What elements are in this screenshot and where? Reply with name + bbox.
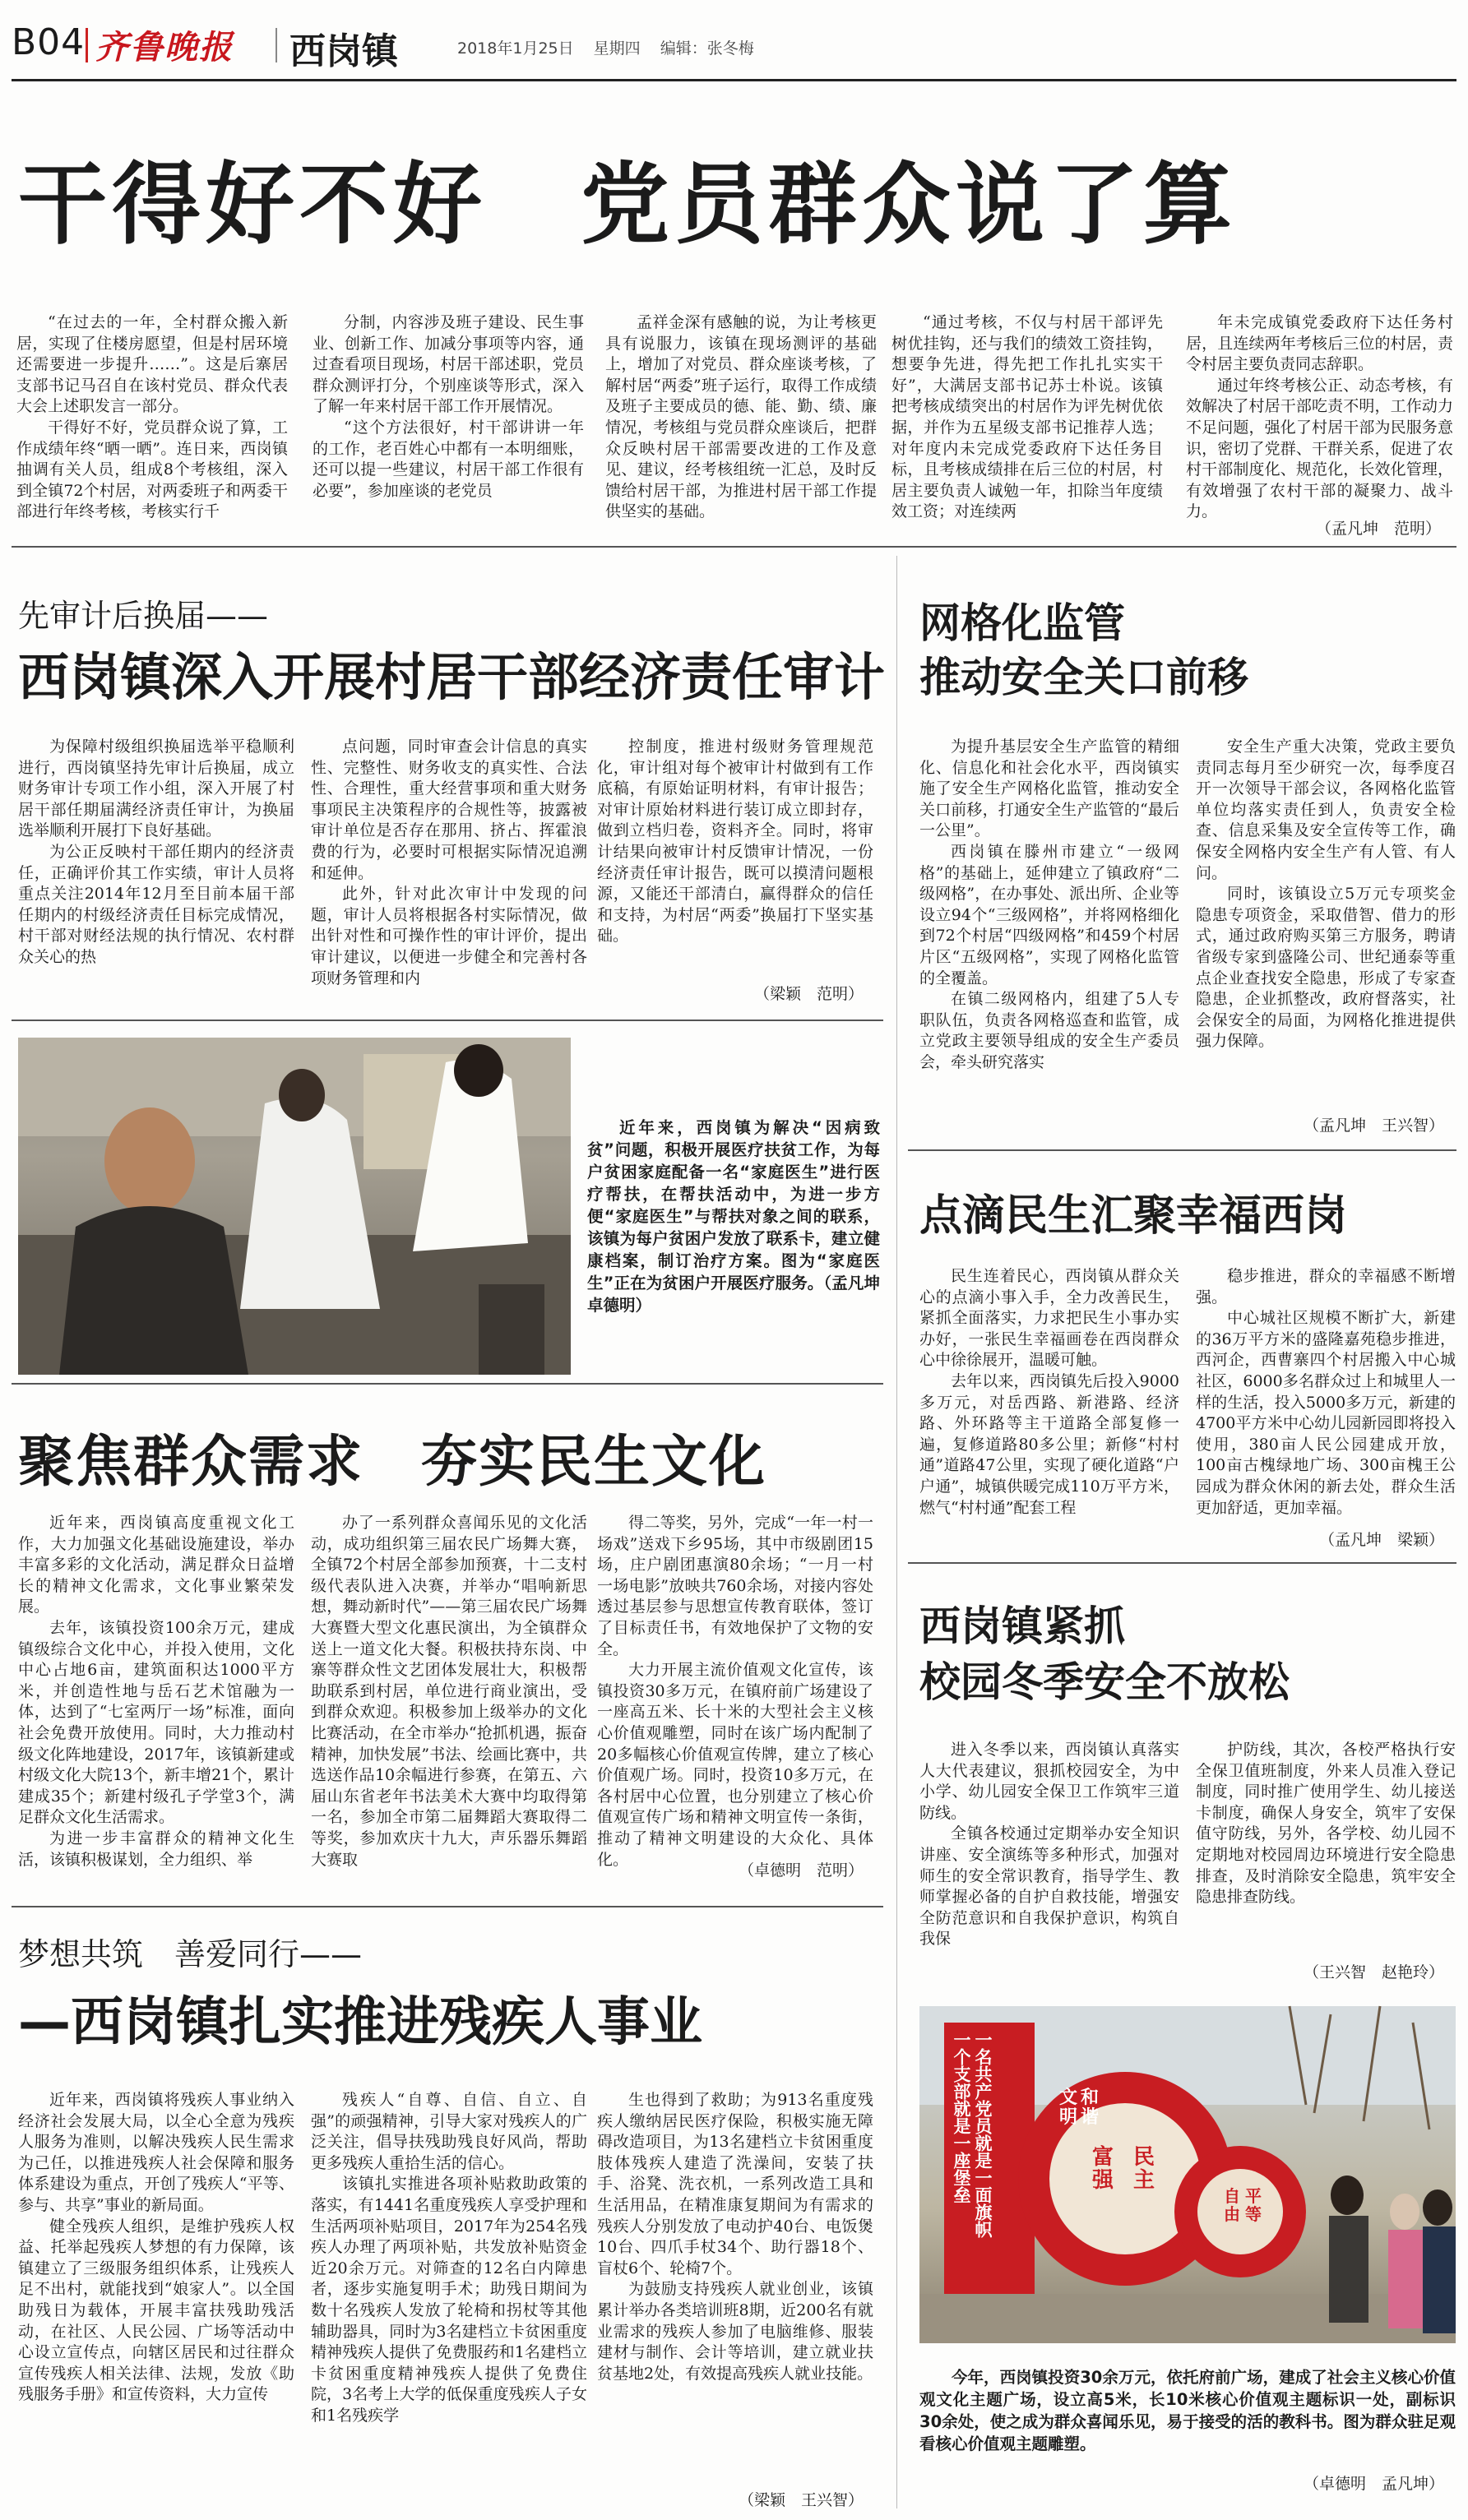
grid-headline-2: 推动安全关口前移	[919, 654, 1248, 701]
weekday-text: 星期四	[593, 39, 641, 58]
square-sign-text-2: 一个支部就是一座堡垒	[952, 2031, 972, 2203]
paragraph: 全镇各校通过定期举办安全知识讲座、安全演练等多种形式，加强对师生的安全常识教育，指导学生、教师掌握必备的自护自救技能，增强安全防范意识和自我保护意识，构筑自我保	[919, 1824, 1179, 1949]
paragraph: 通过年终考核公正、动态考核，有效解决了村居干部吃责不明，工作动力不足问题，强化了村居干部为民服务意识，密切了党群、干群关系，促进了农村干部制度化、规范化，长效化管理，有效增强了农村干部的凝聚力、战斗力。	[1186, 376, 1453, 521]
audit-col-3	[597, 737, 873, 975]
square-photo-illustration	[919, 2006, 1456, 2343]
paragraph: 去年，该镇投资100余万元，建成镇级综合文化中心，并投入使用，文化中心占地6亩，建筑面积达1000平方米，并创造性地与岳石艺术馆融为一体，达到了“七室两厅一场”标准，面向社会免费开放使用。同时，大力推动村级文化阵地建设，2017年，该镇新建或村级文化大院13个，新丰增21个，累计建成35个；新建村级孔子学堂3个，满足群众文化生活需求。	[18, 1618, 294, 1827]
paragraph: 同时，该镇设立5万元专项奖金隐患专项资金，采取借智、借力的形式，通过政府购买第三方服务，聘请省级专家到盛隆公司、世纪通泰等重点企业查找安全隐患，形成了专家查隐患，企业抓整改，政府督落实，社会保安全的局面，为网格化推进提供强力保障。	[1196, 885, 1456, 1051]
lead-col-5	[1186, 312, 1453, 521]
disabled-byline: （梁颖 王兴智）	[738, 2491, 864, 2509]
square-photo	[919, 2006, 1456, 2343]
disabled-headline-text: 西岗镇扎实推进残疾人事业	[71, 1992, 702, 2053]
paragraph: 为提升基层安全生产监管的精细化、信息化和社会化水平，西岗镇实施了安全生产网格化监管，推动安全关口前移，打通安全生产监管的“最后一公里”。	[919, 738, 1179, 840]
paper-logo: 齐鲁晚报	[95, 28, 234, 67]
paragraph: 护防线，其次，各校严格执行安全保卫值班制度，外来人员准入登记制度，同时推广使用学生、幼儿接送卡制度，确保人身安全，筑牢了安保值守防线，另外，各学校、幼儿园不定期地对校园周边环境进行安全隐患排查，及时消除安全隐患，筑牢安全隐患排查防线。	[1196, 1741, 1456, 1907]
audit-col-1	[18, 737, 294, 998]
paragraph: “在过去的一年，全村群众搬入新居，实现了住楼房愿望，但是村居环境还需要进一步提升……”。这是后寨居支部书记马召自在该村党员、群众代表大会上述职发言一部分。	[16, 313, 288, 416]
masthead-divider-2	[276, 28, 277, 62]
square-arch-word-1: 富强	[1092, 2145, 1114, 2193]
culture-headline: 聚焦群众需求 夯实民生文化	[18, 1430, 767, 1495]
culture-col-2	[311, 1513, 587, 1875]
paragraph: 控制度，推进村级财务管理规范化，审计组对每个被审计村做到有工作底稿，有原始证明材料，有审计报告；对审计原始材料进行装订成立即封存，做到立档归卷，资料齐全。同时，将审计结果向被审计村反馈审计情况，一份经济责任审计报告，既可以摸清问题根源，又能还干部清白，赢得群众的信任和支持，为村居“两委”换届打下坚实基础。	[597, 738, 873, 946]
culture-byline: （卓德明 范明）	[738, 1861, 864, 1880]
paragraph: 年未完成镇党委政府下达任务村居，且连续两年考核后三位的村居，责令村居主要负责同志辞职。	[1186, 313, 1453, 374]
culture-col-1	[18, 1513, 294, 1875]
disabled-col-2	[311, 2090, 587, 2509]
paragraph: 民生连着民心，西岗镇从群众关心的点滴小事入手，全力改善民生，紧抓全面落实，力求把民生小事办实办好，一张民生幸福画卷在西岗群众心中徐徐展开，温暖可触。	[919, 1267, 1179, 1370]
culture-bottom-rule	[12, 1906, 883, 1907]
paragraph: 干得好不好，党员群众说了算，工作成绩年终“晒一晒”。连日来，西岗镇抽调有关人员，组成8个考核组，深入到全镇72个村居，对两委班子和两委干部进行年终考核，考核实行千	[16, 418, 288, 521]
paragraph: 大力开展主流价值观文化宣传，该镇投资30多万元，在镇府前广场建设了一座高五米、长十米的大型社会主义核心价值观雕塑，同时在该广场内配制了20多幅核心价值观宣传牌，建立了核心价值观广场。同时，投资10多万元，在各村居中心位置，也分别建立了核心价值观宣传广场和精神文明宣传一条街，推动了精神文明建设的大众化、具体化。	[597, 1661, 873, 1869]
audit-col-2	[311, 737, 587, 998]
minsheng-col-2	[1196, 1266, 1456, 1518]
section-title: 西岗镇	[289, 30, 398, 72]
square-arch-word-3: 文明	[1059, 2088, 1078, 2128]
lead-col-2	[313, 312, 584, 508]
paragraph: 分制，内容涉及班子建设、民生事业、创新工作、加减分事项等内容，通过查看项目现场，村居干部述职，党员群众测评打分，个别座谈等形式，深入了解一年来村居干部工作开展情况。	[313, 313, 584, 416]
campus-headline-2: 校园冬季安全不放松	[919, 1658, 1290, 1706]
lead-byline: （孟凡坤 范明）	[1315, 520, 1441, 538]
culture-col-3	[597, 1513, 873, 1869]
minsheng-col-1	[919, 1266, 1179, 1524]
paragraph: 稳步推进，群众的幸福感不断增强。	[1196, 1267, 1456, 1306]
paragraph: 健全残疾人组织，是维护残疾人权益、托举起残疾人梦想的有力保障，该镇建立了三级服务组织体系，让残疾人足不出村，就能找到“娘家人”。以全国助残日为载体，开展丰富扶残助残活动，在社区、人民公园、广场等活动中心设立宣传点，向辖区居民和过往群众宣传残疾人相关法律、法规，发放《助残服务手册》和宣传资料，大力宣传	[18, 2217, 294, 2404]
paragraph: 办了一系列群众喜闻乐见的文化活动，成功组织第三届农民广场舞大赛，全镇72个村居全部参加预赛，十二支村级代表队进入决赛，并举办“唱响新思想，舞动新时代”——第三届农民广场舞大赛暨大型文化惠民演出，为全镇群众送上一道文化大餐。积极扶持东岗、中寨等群众性文艺团体发展壮大，积极帮助联系到村居，单位进行商业演出，受到群众欢迎。积极参加上级举办的文化比赛活动，在全市举办“抢抓机遇，振奋精神，加快发展”书法、绘画比赛中，共选送作品10余幅进行参赛，在第五、六届山东省老年书法美术大赛中均取得第一名，参加全市第二届舞蹈大赛取得二等奖，参加欢庆十九大，声乐器乐舞蹈大赛取	[311, 1514, 587, 1869]
right-column-divider	[896, 556, 897, 2508]
paragraph: 残疾人“自尊、自信、自立、自强”的顽强精神，引导大家对残疾人的广泛关注，倡导扶残助残良好风尚，帮助更多残疾人重拾生活的信心。	[311, 2091, 587, 2172]
doctor-photo-illustration	[18, 1038, 571, 1375]
grid-byline: （孟凡坤 王兴智）	[1303, 1117, 1444, 1135]
minsheng-headline: 点滴民生汇聚幸福西岗	[919, 1191, 1348, 1241]
campus-col-1	[919, 1740, 1179, 1983]
audit-bottom-rule	[12, 1020, 883, 1021]
lead-headline: 干得好不好 党员群众说了算	[18, 154, 1238, 257]
audit-byline: （梁颖 范明）	[753, 985, 864, 1003]
paragraph: 中心城社区规模不断扩大，新建的36万平方米的盛隆嘉苑稳步推进，西河企，西曹寨四个村居搬入中心城社区，6000多名群众过上和城里人一样的生活，投入5000多万元，新建的4700平方米中心幼儿园新园即将投入使用，380亩人民公园建成开放，100亩古槐绿地广场、300亩槐王公园成为群众休闲的新去处，群众生活更加舒适，更加幸福。	[1196, 1309, 1456, 1517]
date-text: 2018年1月25日	[457, 39, 574, 58]
doctor-photo	[18, 1038, 571, 1375]
square-byline: （卓德明 孟凡坤）	[1303, 2475, 1444, 2493]
paragraph: 近年来，西岗镇将残疾人事业纳入经济社会发展大局，以全心全意为残疾人服务为准则，以解决残疾人民生需求为己任，以推进残疾人社会保障和服务体系建设为重点，开创了残疾人“平等、参与、共享”事业的新局面。	[18, 2091, 294, 2214]
paragraph: 在镇二级网格内，组建了5人专职队伍，负责各网格巡查和监管，成立党政主要领导组成的安全生产委员会，牵头研究落实	[919, 990, 1179, 1071]
paragraph: 为公正反映村干部任期内的经济责任，正确评价其工作实绩，审计人员将重点关注2014年12月至目前本届干部任期内的村级经济责任目标完成情况，村干部对财经法规的执行情况、农村群众关心的热	[18, 842, 294, 966]
square-arch-word-6: 平等	[1245, 2186, 1262, 2224]
masthead-rule	[12, 79, 1456, 81]
doctor-bottom-rule	[12, 1383, 883, 1385]
disabled-headline: —西岗镇扎实推进残疾人事业	[18, 1992, 702, 2053]
paragraph: 该镇扎实推进各项补贴救助政策的落实，有1441名重度残疾人享受护理和生活两项补贴项目，2017年为254名残疾人办理了两项补贴，共发放补贴资金近20余万元。对筛查的12名白内障患者，逐步实施复明手术；助残日期间为数十名残疾人发放了轮椅和拐杖等其他辅助器具，同时为3名建档立卡贫困重度精神残疾人提供了免费服药和1名建档立卡贫困重度精神残疾人提供了免费住院，3名考上大学的低保重度残疾人子女和1名残疾学	[311, 2175, 587, 2425]
campus-headline-1: 西岗镇紧抓	[919, 1602, 1125, 1650]
paragraph: 近年来，西岗镇高度重视文化工作，大力加强文化基础设施建设，举办丰富多彩的文化活动，满足群众日益增长的精神文化需求，文化事业繁荣发展。	[18, 1514, 294, 1616]
grid-headline-1: 网格化监管	[919, 599, 1125, 647]
square-arch-word-4: 和谐	[1081, 2088, 1100, 2128]
page-number: B04	[12, 21, 86, 63]
grid-bottom-rule	[908, 1149, 1456, 1151]
audit-headline: 西岗镇深入开展村居干部经济责任审计	[18, 647, 886, 707]
paragraph: 生也得到了救助；为913名重度残疾人缴纳居民医疗保险，积极实施无障碍改造项目，为13名建档立卡贫困重度肢体残疾人建造了洗澡间，安装了扶手、浴凳、洗衣机，一系列改造工具和生活用品，在精准康复期间为有需求的残疾人分别发放了电动护40台、电饭煲10台、四爪手杖34个、助行器18个、盲杖6个、轮椅7个。	[597, 2091, 873, 2277]
paragraph: 进入冬季以来，西岗镇认真落实人大代表建议，狠抓校园安全，为中小学、幼儿园安全保卫工作筑牢三道防线。	[919, 1741, 1179, 1822]
paragraph: 点问题，同时审查会计信息的真实性、完整性、财务收支的真实性、合法性、合理性，重大经营事项和重大财务事项民主决策程序的合规性等，披露被审计单位是否存在那用、挤占、挥霍浪费的行为，必要时可根据实际情况追溯和延伸。	[311, 738, 587, 882]
paragraph: 为进一步丰富群众的精神文化生活，该镇积极谋划，全力组织、举	[18, 1829, 294, 1869]
audit-kicker: 先审计后换届——	[18, 598, 269, 634]
square-caption: 今年，西岗镇投资30余万元，依托府前广场，建成了社会主义核心价值观文化主题广场，设立高5米，长10米核心价值观主题标识一处，副标识30余处，使之成为群众喜闻乐见，易于接受的活的教科书。图为群众驻足观看核心价值观主题雕塑。	[919, 2368, 1456, 2453]
paragraph: 去年以来，西岗镇先后投入9000多万元，对岳西路、新港路、经济路、外环路等主干道路全部复修一遍，复修道路80多公里；新修“村村通”道路47公里，实现了硬化道路“户户通”，城镇供暖完成110万平方米，燃气“村村通”配套工程	[919, 1371, 1179, 1517]
issue-date	[457, 36, 754, 58]
disabled-kicker: 梦想共筑 善爱同行——	[18, 1936, 363, 1972]
paragraph: 为鼓励支持残疾人就业创业，该镇累计举办各类培训班8期，近200名有就业需求的残疾人参加了电脑维修、服装建材与制作、会计等培训，建立就业扶贫基地2处，有效提高残疾人就业技能。	[597, 2280, 873, 2383]
disabled-col-1	[18, 2090, 294, 2509]
minsheng-bottom-rule	[908, 1562, 1456, 1564]
grid-col-1	[919, 737, 1179, 1107]
campus-col-2	[1196, 1740, 1456, 1960]
paragraph: 得二等奖，另外，完成“一年一村一场戏”送戏下乡95场，其中市级剧团15场，庄户剧团惠演80余场；“一月一村一场电影”放映共760余场，对接内容处透过基层参与思想宣传教育联体，签订了目标责任书，有效地保护了文物的安全。	[597, 1514, 873, 1658]
editor-text: 编辑：张冬梅	[660, 39, 754, 58]
doctor-caption: 近年来，西岗镇为解决“因病致贫”问题，积极开展医疗扶贫工作，为每户贫困家庭配备一名“家庭医生”进行医疗帮扶，在帮扶活动中，为进一步方便“家庭医生”与帮扶对象之间的联系，该镇为每户贫困户发放了联系卡，建立健康档案，制订治疗方案。图为“家庭医生”正在为贫困户开展医疗服务。（孟凡坤 卓德明）	[587, 1118, 896, 1315]
lead-col-4	[891, 312, 1163, 521]
lead-col-3	[605, 312, 877, 521]
paragraph: 此外，针对此次审计中发现的问题，审计人员将根据各村实际情况，做出针对性和可操作性的审计评价，提出审计建议，以便进一步健全和完善村各项财务管理和内	[311, 885, 587, 987]
square-sign-text-1: 一名共产党员就是一面旗帜	[973, 2031, 993, 2238]
paragraph: “通过考核，不仅与村居干部评先树优挂钩，还与我们的绩效工资挂钩，想要争先进，得先把工作扎扎实实干好”，大满居支部书记苏士朴说。该镇把考核成绩突出的村居作为评先树优依据，并作为五星级支部书记推荐人选；对年度内未完成党委政府下达任务目标，且考核成绩排在后三位的村居，村居主要负责人诚勉一年，扣除当年度绩效工资；对连续两	[891, 313, 1163, 521]
lead-col-1	[16, 312, 288, 521]
paragraph: 为保障村级组织换届选举平稳顺利进行，西岗镇坚持先审计后换届，成立财务审计专项工作小组，深入开展了村居干部任期届满经济责任审计，为换届选举顺利开展打下良好基础。	[18, 738, 294, 840]
square-arch-word-5: 自由	[1224, 2186, 1240, 2224]
minsheng-byline: （孟凡坤 梁颖）	[1318, 1531, 1444, 1549]
disabled-col-3	[597, 2090, 873, 2485]
grid-col-2	[1196, 737, 1456, 1084]
paragraph: 孟祥金深有感触的说，为让考核更具有说服力，该镇在现场测评的基础上，增加了对党员、群众座谈考核，了解村居“两委”班子运行，取得工作成绩及班子主要成员的德、能、勤、绩、廉情况，考核组与党员群众座谈后，把群众反映村居干部需要改进的工作及意见、建议，经考核组统一汇总，及时反馈给村居干部，为推进村居干部工作提供坚实的基础。	[605, 313, 877, 521]
square-arch-word-2: 民主	[1133, 2145, 1155, 2193]
paragraph: 西岗镇在滕州市建立“一级网格”的基础上，延伸建立了镇政府“二级网格”，在办事处、派出所、企业等设立94个“三级网格”，并将网格细化到72个村居“四级网格”和459个村居片区“五级网格”，实现了网格化监管的全覆盖。	[919, 842, 1179, 987]
lead-bottom-rule	[12, 546, 1456, 548]
campus-byline: （王兴智 赵艳玲）	[1303, 1963, 1444, 1981]
masthead-divider	[86, 28, 88, 62]
paragraph: “这个方法很好，村干部讲讲一年的工作，老百姓心中都有一本明细账，还可以提一些建议，村居干部工作很有必要”，参加座谈的老党员	[313, 418, 584, 500]
paragraph: 安全生产重大决策，党政主要负责同志每月至少研究一次，每季度召开一次领导干部会议，各网格化监管单位均落实责任到人，负责安全检查、信息采集及安全宣传等工作，确保安全网格内安全生产有人管、有人问。	[1196, 738, 1456, 882]
